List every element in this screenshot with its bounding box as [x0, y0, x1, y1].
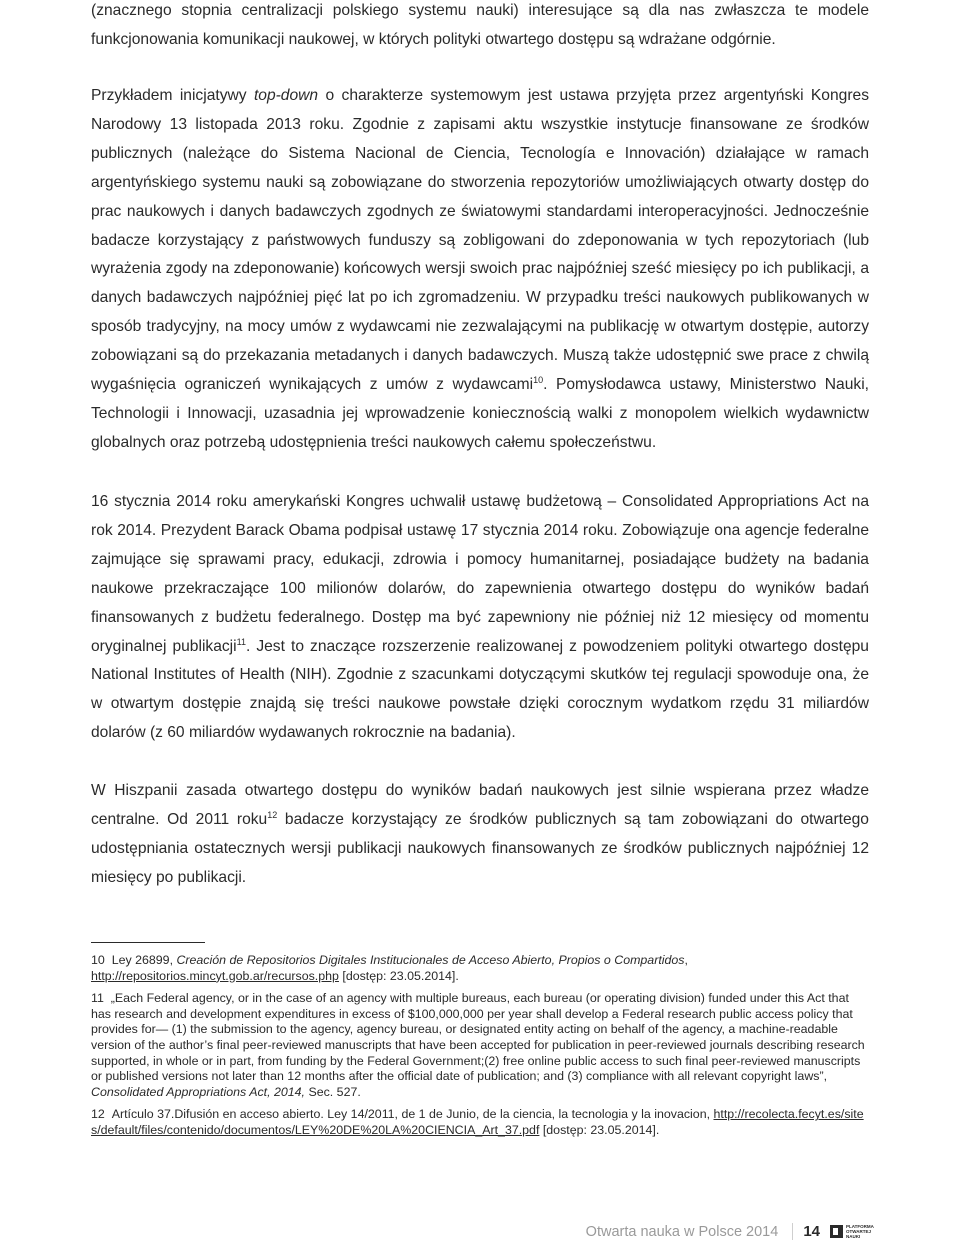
- footnote-ref-12[interactable]: 12: [267, 809, 278, 820]
- paragraph-2-text-a: Przykładem inicjatywy: [91, 87, 254, 104]
- footnote-10-number: 10: [91, 953, 105, 967]
- paragraph-2-text-c: . Pomysłodawca ustawy, Ministerstwo Nauki, Technologii i Innowacji, uzasadnia jej wprowadzenie koniecznością walki z monopolem wielkich wydawnictw globalnych oraz potrzebą udostępnienia treści naukowych całemu społeczeństwu.: [91, 376, 869, 451]
- footnote-10-link[interactable]: http://repositorios.mincyt.gob.ar/recursos.php: [91, 968, 339, 983]
- footnote-11: [91, 991, 869, 1100]
- footnote-12-text-b: [dostęp: 23.05.2014].: [539, 1122, 660, 1137]
- footnote-10-text-a: Ley 26899,: [111, 953, 177, 967]
- footnote-11-text-a: „Each Federal agency, or in the case of an agency with multiple bureaus, each bureau (or operating division) funded under this Act that has research and development expenditures in excess of $100,000,000 per year shall develop a Federal research public access policy that provides for— (1) the submission to the agency, agency bureau, or designated entity acting on behalf of the agency, a machine-readable version of the author’s final peer-reviewed manuscripts that have been accepted for publication in peer-reviewed journals describing research supported, in whole or in part, from funding by the Federal Government;(2) free online public access to such final peer-reviewed manuscripts or published versions not later than 12 months after the official date of publication; and (3) compliance with all relevant copyright laws”,: [91, 991, 865, 1084]
- footer-title: Otwarta nauka w Polsce 2014: [585, 1223, 779, 1240]
- paragraph-2-text-b: o charakterze systemowym jest ustawa przyjęta przez argentyński Kongres Narodowy 13 listopada 2013 roku. Zgodnie z zapisami aktu wszystkie instytucje finansowane ze środków publicznych (należące do Sistema Nacional de Ciencia, Tecnología e Innovación) działające w ramach argentyńskiego systemu nauki są zobowiązane do stworzenia repozytoriów umożliwiających otwarty dostęp do prac naukowych i danych badawczych zgodnych ze światowymi standardami interoperacyjności. Jednocześnie badacze korzystający z państwowych funduszy są zobligowani do zdeponowania w tych repozytoriach (lub wyrażenia zgody na zdeponowanie) końcowych wersji swoich prac najpóźniej sześć miesięcy po ich publikacji, a danych badawczych najpóźniej pięć lat po ich zgromadzeniu. W przypadku treści naukowych publikowanych w sposób tradycyjny, na mocy umów z wydawcami nie zezwalającymi na publikację w otwartym dostępie, autorzy zobowiązani są do przekazania metadanych i danych badawczych. Muszą także udostępnić swe prace z chwilą wygaśnięcia ograniczeń wynikających z umów z wydawcami: [91, 87, 869, 394]
- footnote-separator: [91, 942, 205, 943]
- platform-logo: [830, 1224, 874, 1239]
- footnote-11-number: 11: [91, 991, 104, 1006]
- footnote-10: [91, 953, 869, 984]
- page-number: 14: [792, 1223, 820, 1240]
- footnotes: [91, 953, 869, 1146]
- page-footer: [585, 1223, 874, 1240]
- paragraph-3-text-a: 16 stycznia 2014 roku amerykański Kongres uchwalił ustawę budżetową – Consolidated Appropriations Act na rok 2014. Prezydent Barack Obama podpisał ustawę 17 stycznia 2014 roku. Zobowiązuje ona agencje federalne zajmujące się sprawami pracy, edukacji, zdrowia i pomocy humanitarnej, posiadające budżety na badania naukowe przekraczające 100 milionów dolarów, do zapewnienia otwartego dostępu do wyników badań finansowanych z budżetu federalnego. Dostęp ma być zapewniony nie później niż 12 miesięcy od momentu oryginalnej publikacji: [91, 493, 869, 655]
- footnote-10-italic: Creación de Repositorios Digitales Institucionales de Acceso Abierto, Propios o Compartidos: [176, 953, 685, 967]
- footnote-12-number: 12: [91, 1107, 105, 1122]
- logo-text: PLATFORMA OTWARTEJ NAUKI: [846, 1224, 874, 1239]
- paragraph-3: [91, 488, 869, 748]
- paragraph-4: [91, 777, 869, 893]
- paragraph-3-text-b: . Jest to znaczące rozszerzenie realizowanej z powodzeniem polityki otwartego dostępu National Institutes of Health (NIH). Zgodnie z szacunkami dotyczącymi skutków tej regulacji spowoduje ona, że w otwartym dostępie znajdą się treści naukowe powstałe dzięki corocznym wydatkom rzędu 31 miliardów dolarów (z 60 miliardów wydawanych rokrocznie na badania).: [91, 637, 869, 742]
- footnote-12: [91, 1107, 869, 1138]
- footnote-ref-11[interactable]: 11: [236, 636, 246, 647]
- footnote-ref-10[interactable]: 10: [533, 375, 544, 386]
- footnote-10-text-c: [dostęp: 23.05.2014].: [338, 968, 459, 983]
- paragraph-2: [91, 82, 869, 458]
- paragraph-1-text: (znacznego stopnia centralizacji polskiego systemu nauki) interesujące są dla nas zwłaszcza te modele funkcjonowania komunikacji naukowej, w których polityki otwartego dostępu są wdrażane odgórnie.: [91, 2, 869, 48]
- footnote-12-link[interactable]: http://recolecta.fecyt.es/sites/default/files/contenido/documentos/LEY%20DE%20LA%20CIENCIA_Art_37.pdf: [91, 1107, 864, 1137]
- paragraph-4-text-b: badacze korzystający ze środków publicznych są tam zobowiązani do otwartego udostępniania ostatecznych wersji publikacji naukowych finansowanych ze środków publicznych najpóźniej 12 miesięcy po publikacji.: [91, 810, 869, 886]
- footnote-11-text-b: Sec. 527.: [305, 1084, 361, 1099]
- footnote-10-text-b: ,: [684, 953, 688, 967]
- footnote-11-italic: Consolidated Appropriations Act, 2014,: [91, 1084, 305, 1099]
- paragraph-2-italic: top-down: [253, 87, 319, 104]
- footnote-12-text-a: Artículo 37.Difusión en acceso abierto. Ley 14/2011, de 1 de Junio, de la ciencia, la tecnologia y la inovacion,: [111, 1107, 714, 1122]
- paragraph-4-text-a: W Hiszpanii zasada otwartego dostępu do wyników badań naukowych jest silnie wspierana przez władze centralne. Od 2011 roku: [91, 782, 869, 828]
- logo-icon: [830, 1225, 843, 1238]
- paragraph-1: [91, 0, 869, 55]
